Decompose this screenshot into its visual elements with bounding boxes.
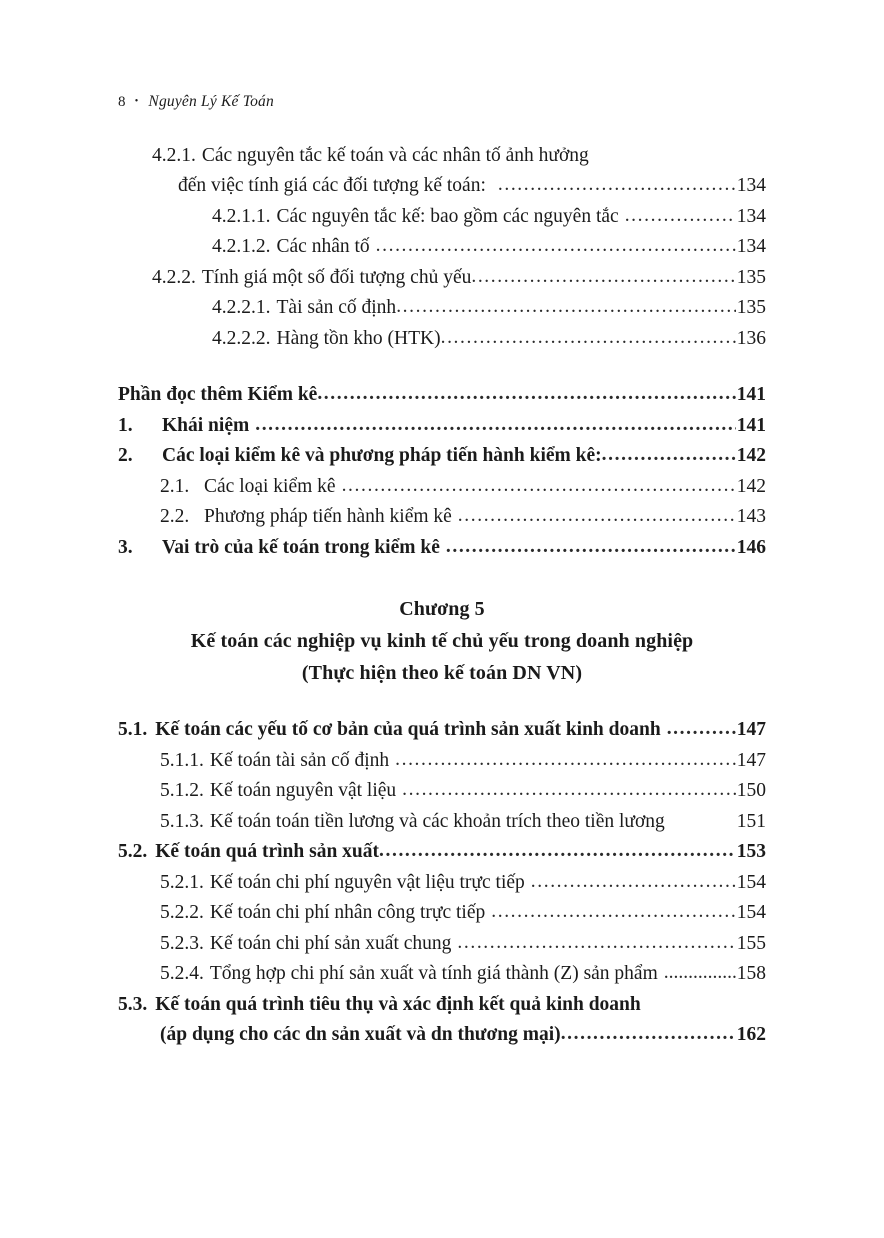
toc-entry-number: 5.2.1.	[160, 871, 204, 893]
toc-page-number: 141	[736, 384, 766, 405]
dot-leader	[498, 175, 736, 195]
toc-entry-number: 4.2.2.	[152, 266, 196, 288]
toc-entry[interactable]	[160, 471, 766, 502]
dot-leader	[402, 780, 736, 800]
chapter-number-line: Chương 5	[399, 597, 485, 620]
toc-page-number: 146	[736, 536, 766, 558]
toc-page-number: 150	[736, 780, 766, 801]
dot-leader	[441, 328, 736, 348]
toc-entry-label: Phần đọc thêm Kiểm kê	[118, 384, 318, 405]
dot-leader	[625, 206, 736, 226]
toc-entry-number: 5.2.2.	[160, 902, 204, 923]
toc-entry-label: Kế toán chi phí nguyên vật liệu trực tiếp	[209, 871, 525, 893]
toc-entry[interactable]	[160, 806, 766, 837]
toc-entry[interactable]	[160, 898, 766, 929]
table-of-contents	[0, 140, 884, 1050]
dot-leader	[395, 750, 736, 770]
toc-entry-label: Các loại kiểm kê và phương pháp tiến hành kiểm kê:	[162, 445, 602, 466]
toc-entry-label: Kế toán nguyên vật liệu	[209, 780, 397, 801]
dot-leader	[342, 476, 736, 496]
toc-entry-number: 4.2.1.	[152, 144, 196, 166]
toc-entry-label: Kế toán các yếu tố cơ bản của quá trình sản xuất kinh doanh	[155, 719, 661, 740]
dot-leader	[491, 902, 736, 922]
toc-page-number: 136	[736, 327, 766, 349]
running-head-book-title: Nguyên Lý Kế Toán	[148, 93, 274, 110]
toc-entry[interactable]	[160, 502, 766, 533]
toc-entry[interactable]	[212, 232, 766, 263]
toc-entry[interactable]	[160, 928, 766, 959]
toc-page-number: 147	[736, 749, 766, 771]
chapter-title-line: Kế toán các nghiệp vụ kinh tế chủ yếu trong doanh nghiệp	[190, 629, 694, 652]
dot-leader	[396, 297, 736, 317]
dot-leader	[667, 719, 736, 739]
toc-entry-label: Các nhân tố	[276, 236, 370, 257]
toc-page-number: 142	[736, 475, 766, 497]
toc-entry-label: Tổng hợp chi phí sản xuất và tính giá thành (Z) sản phẩm	[209, 963, 658, 984]
toc-entry-number: 2.2.	[160, 506, 190, 527]
toc-entry-label: Các nguyên tắc kế: bao gồm các nguyên tắc	[276, 205, 619, 227]
dot-leader	[664, 963, 736, 983]
toc-entry-label: Tài sản cố định	[276, 297, 397, 318]
toc-entry[interactable]	[212, 201, 766, 232]
toc-entry[interactable]	[118, 380, 766, 411]
dot-leader	[379, 841, 736, 861]
toc-entry[interactable]	[118, 989, 766, 1020]
toc-entry-label-continued: đến việc tính giá các đối tượng kế toán:	[178, 175, 486, 196]
toc-group-chapter4	[0, 140, 884, 354]
toc-entry[interactable]	[152, 262, 766, 293]
toc-entry-number: 5.1.1.	[160, 749, 204, 771]
toc-entry-label: Kế toán quá trình sản xuất	[155, 841, 380, 862]
toc-entry-number: 4.2.2.2.	[212, 327, 271, 349]
toc-entry-number: 5.1.	[118, 719, 148, 740]
dot-leader	[531, 872, 736, 892]
toc-page-number: 147	[736, 719, 766, 740]
toc-page-number: 134	[736, 205, 766, 227]
toc-page-number: 134	[736, 175, 766, 196]
toc-page-number: 158	[736, 963, 766, 984]
toc-page-number: 135	[736, 297, 766, 318]
page-folio-number: 8	[118, 94, 126, 110]
toc-page-number: 151	[736, 810, 766, 832]
toc-entry-label: Kế toán chi phí sản xuất chung	[209, 932, 452, 954]
dot-leader	[471, 267, 735, 287]
toc-page-number: 134	[736, 236, 766, 257]
toc-entry[interactable]	[160, 867, 766, 898]
dot-leader	[376, 236, 736, 256]
toc-entry[interactable]	[118, 715, 766, 746]
toc-entry-number: 2.1.	[160, 475, 190, 497]
toc-entry-label: Vai trò của kế toán trong kiểm kê	[162, 536, 440, 558]
running-head	[118, 93, 274, 111]
toc-entry[interactable]	[212, 323, 766, 354]
dot-leader	[457, 933, 735, 953]
toc-entry-continuation[interactable]	[178, 171, 766, 202]
toc-page-number: 154	[736, 871, 766, 893]
toc-entry-number: 5.1.3.	[160, 810, 204, 832]
toc-entry-label: Khái niệm	[162, 414, 250, 436]
toc-entry-number: 3.	[118, 536, 133, 558]
toc-page-number: 153	[736, 841, 766, 862]
toc-entry[interactable]	[152, 140, 766, 171]
bullet-separator-icon: •	[134, 96, 139, 107]
toc-entry-continuation[interactable]	[160, 1020, 766, 1051]
dot-leader	[255, 415, 736, 435]
section-spacer	[0, 354, 884, 380]
toc-entry-label: Kế toán quá trình tiêu thụ và xác định kết quả kinh doanh	[155, 993, 641, 1015]
dot-leader	[458, 506, 736, 526]
toc-entry-label: Phương pháp tiến hành kiểm kê	[204, 506, 452, 527]
toc-entry[interactable]	[212, 293, 766, 324]
toc-entry-number: 4.2.2.1.	[212, 297, 271, 318]
chapter-heading-block	[0, 593, 884, 689]
toc-entry-number: 5.1.2.	[160, 780, 204, 801]
toc-entry[interactable]	[118, 410, 766, 441]
toc-page-number: 162	[736, 1024, 766, 1045]
dot-leader	[602, 445, 736, 465]
toc-entry-number: 5.2.4.	[160, 963, 204, 984]
toc-entry-number: 5.3.	[118, 993, 148, 1015]
toc-entry[interactable]	[160, 776, 766, 807]
toc-entry-number: 2.	[118, 445, 133, 466]
toc-entry[interactable]	[160, 959, 766, 990]
toc-entry-label: Các loại kiểm kê	[204, 475, 336, 497]
toc-entry-number: 4.2.1.1.	[212, 205, 271, 227]
toc-entry-label: Các nguyên tắc kế toán và các nhân tố ảnh hưởng	[201, 144, 589, 166]
toc-entry-label: Hàng tồn kho (HTK)	[276, 327, 441, 349]
dot-leader	[561, 1024, 736, 1044]
toc-entry[interactable]	[118, 837, 766, 868]
toc-entry-label: Kế toán chi phí nhân công trực tiếp	[209, 902, 486, 923]
toc-group-supplement	[0, 380, 884, 563]
toc-entry[interactable]	[118, 532, 766, 563]
toc-entry-number: 4.2.1.2.	[212, 236, 271, 257]
toc-entry-number: 5.2.3.	[160, 932, 204, 954]
toc-page-number: 135	[736, 266, 766, 288]
toc-page-number: 141	[736, 414, 766, 436]
toc-page-number: 154	[736, 902, 766, 923]
chapter-subtitle-line: (Thực hiện theo kế toán DN VN)	[301, 661, 583, 684]
dot-leader	[446, 537, 736, 557]
toc-entry-label-continued: (áp dụng cho các dn sản xuất và dn thương mại)	[160, 1024, 561, 1045]
toc-entry-number: 1.	[118, 414, 133, 436]
toc-page-number: 142	[736, 445, 766, 466]
toc-entry[interactable]	[118, 441, 766, 472]
toc-group-chapter5	[0, 715, 884, 1051]
toc-page-number: 143	[736, 506, 766, 527]
toc-entry[interactable]	[160, 745, 766, 776]
toc-entry-number: 5.2.	[118, 841, 148, 862]
toc-entry-label: Tính giá một số đối tượng chủ yếu	[201, 266, 472, 288]
toc-page-number: 155	[736, 932, 766, 954]
toc-entry-label: Kế toán toán tiền lương và các khoản trích theo tiền lương	[209, 810, 665, 832]
dot-leader	[317, 384, 735, 404]
toc-entry-label: Kế toán tài sản cố định	[209, 749, 390, 771]
